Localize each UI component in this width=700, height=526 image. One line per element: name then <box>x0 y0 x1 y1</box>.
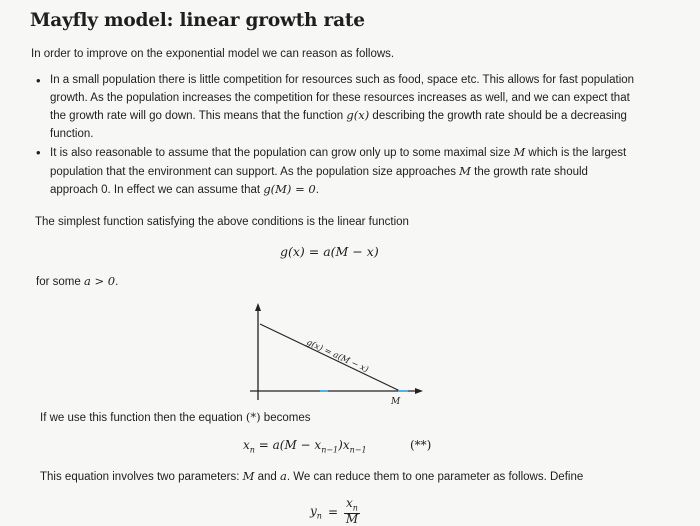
define-eq-sign: = <box>327 504 338 519</box>
params-a: This equation involves two parameters: <box>40 471 243 483</box>
list-item <box>36 144 636 200</box>
bullet1-text-a: In a small population there is little competition for resources such as food, space etc. This allows for fast population growth. As the population increases the competition for these resources increases as well, and we can expect that the growth rate will go down. This means that the function <box>50 74 635 122</box>
for-some-cond: a > 0 <box>83 274 116 288</box>
simplest-text: The simplest function satisfying the above conditions is the linear function <box>35 216 409 228</box>
if-we-use-text <box>40 410 310 424</box>
rec-lhs-sub: n <box>249 445 255 455</box>
intro-text: In order to improve on the exponential model we can reason as follows. <box>31 48 395 60</box>
bullet2-math-M2: M <box>459 163 471 178</box>
recurrence-equation <box>243 438 367 454</box>
axis-label-M: M <box>391 397 401 407</box>
ifweuse-ref: (*) <box>245 410 261 424</box>
for-some-b: . <box>115 276 119 288</box>
params-c: . We can reduce them to one parameter as follows. Define <box>286 471 584 483</box>
define-denominator: M <box>345 512 359 526</box>
for-some-a: for some <box>36 276 84 288</box>
bullet2-math-eq: g(M) = 0 <box>263 182 316 196</box>
rec-mid: = a(M − x <box>254 438 322 452</box>
page-title: Mayfly model: linear growth rate <box>30 10 365 31</box>
params-a-var: a <box>280 469 287 483</box>
rec-sub2: n−1 <box>349 445 367 455</box>
assumption-list <box>36 72 636 201</box>
y-axis-arrow <box>255 303 261 311</box>
line-label: g(x) = a(M − x) <box>304 337 370 376</box>
params-b: and <box>254 471 280 483</box>
bullet1-text-b: describing the growth rate should be a decreasing function. <box>50 110 627 140</box>
define-lhs-sub: n <box>316 510 322 520</box>
bullet2-math-M1: M <box>513 145 526 159</box>
define-num-var: x <box>346 496 353 510</box>
bullet2-text-a: It is also reasonable to assume that the population can grow only up to some maximal size <box>50 147 514 159</box>
list-item <box>36 72 636 143</box>
bullet2-text-b: which is the largest population that the environment can support. As the population size approaches <box>50 147 627 178</box>
bullet1-math-g: g(x) <box>346 108 370 122</box>
params-M: M <box>242 469 255 483</box>
rec-mid2: )x <box>338 438 350 452</box>
for-some-text <box>36 274 118 288</box>
rec-lhs: x <box>243 438 250 452</box>
rec-sub1: n−1 <box>321 445 339 455</box>
linear-function-figure <box>248 300 428 410</box>
x-axis-arrow <box>415 388 423 394</box>
define-lhs-var: y <box>310 503 317 518</box>
linear-function-equation: g(x) = a(M − x) <box>280 244 379 259</box>
ifweuse-b: becomes <box>260 412 311 424</box>
define-fraction <box>344 498 360 525</box>
equation-tag: (**) <box>410 438 432 452</box>
define-equation <box>310 498 360 525</box>
define-lhs <box>310 504 322 520</box>
parameters-text <box>40 469 583 483</box>
ifweuse-a: If we use this function then the equation <box>40 412 246 424</box>
bullet2-text-d: . <box>315 184 319 196</box>
define-num-sub: n <box>352 503 358 513</box>
bullet2-text-c: the growth rate should approach 0. In effect we can assume that <box>50 165 588 196</box>
